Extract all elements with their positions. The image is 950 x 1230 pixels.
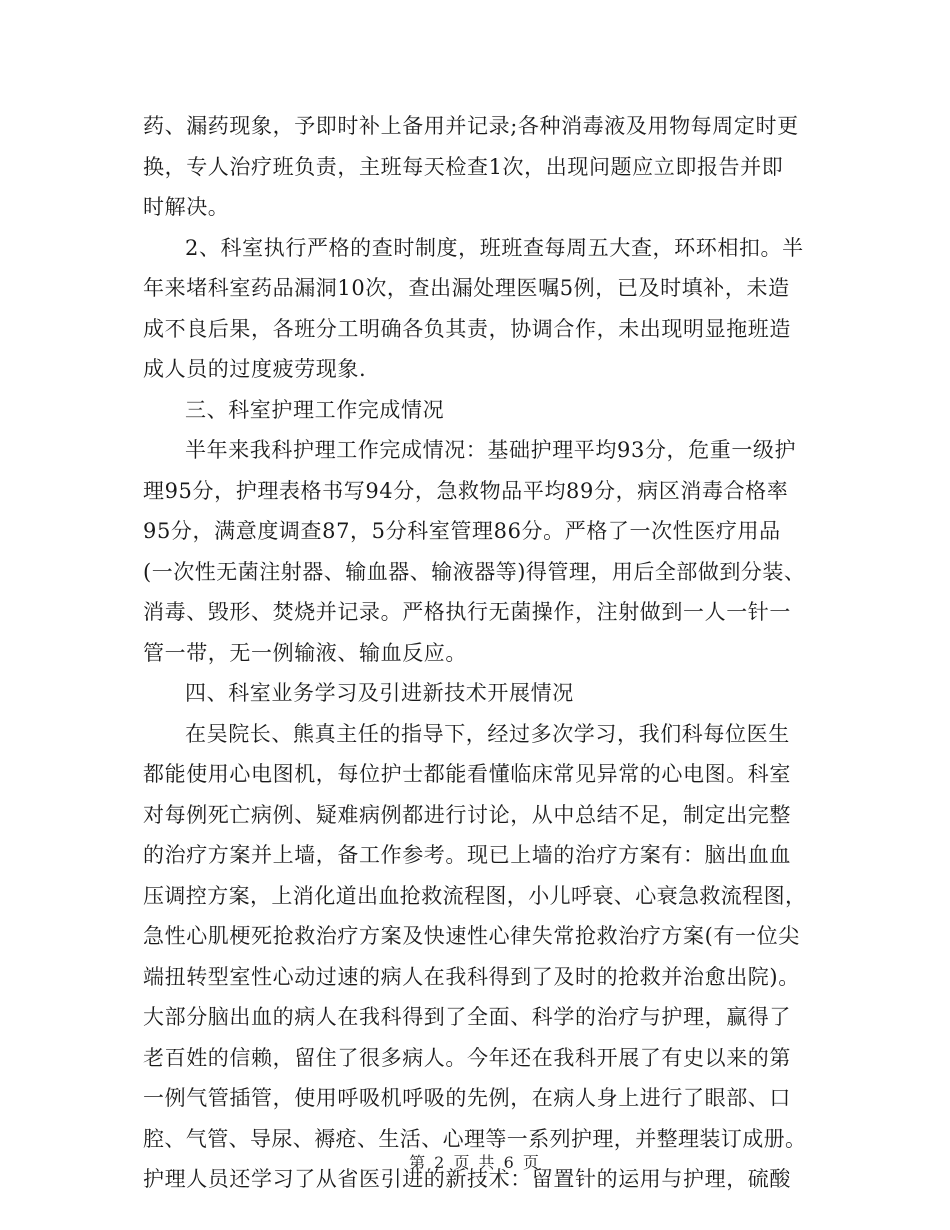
text-line: 时解决。 — [143, 195, 230, 219]
text-line: 2、科室执行严格的查时制度，班班查每周五大查，环环相扣。半 — [185, 235, 804, 260]
text-line: 大部分脑出血的病人在我科得到了全面、科学的治疗与护理，赢得了 — [143, 1005, 791, 1029]
text-line: 管一带，无一例输液、输血反应。 — [143, 640, 467, 665]
text-line: 的治疗方案并上墙，备工作参考。现已上墙的治疗方案有：脑出血血 — [143, 843, 791, 867]
page-footer: 第 2 页 共 6 页 — [409, 1153, 541, 1172]
text-line: 四、科室业务学习及引进新技术开展情况 — [185, 681, 574, 705]
text-line: 对每例死亡病例、疑难病例都进行讨论，从中总结不足，制定出完整 — [143, 802, 791, 827]
text-line: 在吴院长、熊真主任的指导下，经过多次学习，我们科每位医生 — [185, 721, 790, 746]
text-line: 一例气管插管，使用呼吸机呼吸的先例，在病人身上进行了眼部、口 — [143, 1086, 791, 1110]
text-line: 压调控方案，上消化道出血抢救流程图，小儿呼衰、心衰急救流程图， — [143, 883, 807, 908]
text-line: 腔、气管、导尿、褥疮、生活、心理等一系列护理，并整理装订成册。 — [143, 1126, 807, 1151]
document-body — [143, 106, 807, 1200]
text-line: 都能使用心电图机，每位护士都能看懂临床常见异常的心电图。科室 — [143, 762, 791, 786]
text-line: 药、漏药现象，予即时补上备用并记录;各种消毒液及用物每周定时更 — [143, 114, 799, 138]
text-line: 理95分，护理表格书写94分，急救物品平均89分，病区消毒合格率 — [143, 478, 789, 503]
text-line: 半年来我科护理工作完成情况：基础护理平均93分，危重一级护 — [185, 438, 797, 462]
text-line: 端扭转型室性心动过速的病人在我科得到了及时的抢救并治愈出院)。 — [143, 964, 800, 989]
text-line: 老百姓的信赖，留住了很多病人。今年还在我科开展了有史以来的第 — [143, 1045, 791, 1070]
text-line: 急性心肌梗死抢救治疗方案及快速性心律失常抢救治疗方案(有一位尖 — [143, 924, 800, 948]
text-line: (一次性无菌注射器、输血器、输液器等)得管理，用后全部做到分装、 — [143, 559, 806, 584]
text-line: 成人员的过度疲劳现象. — [143, 357, 367, 381]
text-line: 换，专人治疗班负责，主班每天检查1次，出现问题应立即报告并即 — [143, 154, 784, 179]
text-line: 年来堵科室药品漏洞10次，查出漏处理医嘱5例，已及时填补，未造 — [143, 276, 790, 300]
text-line: 消毒、毁形、焚烧并记录。严格执行无菌操作，注射做到一人一针一 — [143, 600, 791, 624]
text-line: 95分，满意度调查87，5分科室管理86分。严格了一次性医疗用品 — [143, 519, 781, 543]
text-line: 三、科室护理工作完成情况 — [185, 397, 445, 422]
text-line: 护理人员还学习了从省医引进的新技术：留置针的运用与护理，硫酸 — [143, 1167, 791, 1191]
text-line: 成不良后果，各班分工明确各负其责，协调合作，未出现明显拖班造 — [143, 316, 791, 341]
